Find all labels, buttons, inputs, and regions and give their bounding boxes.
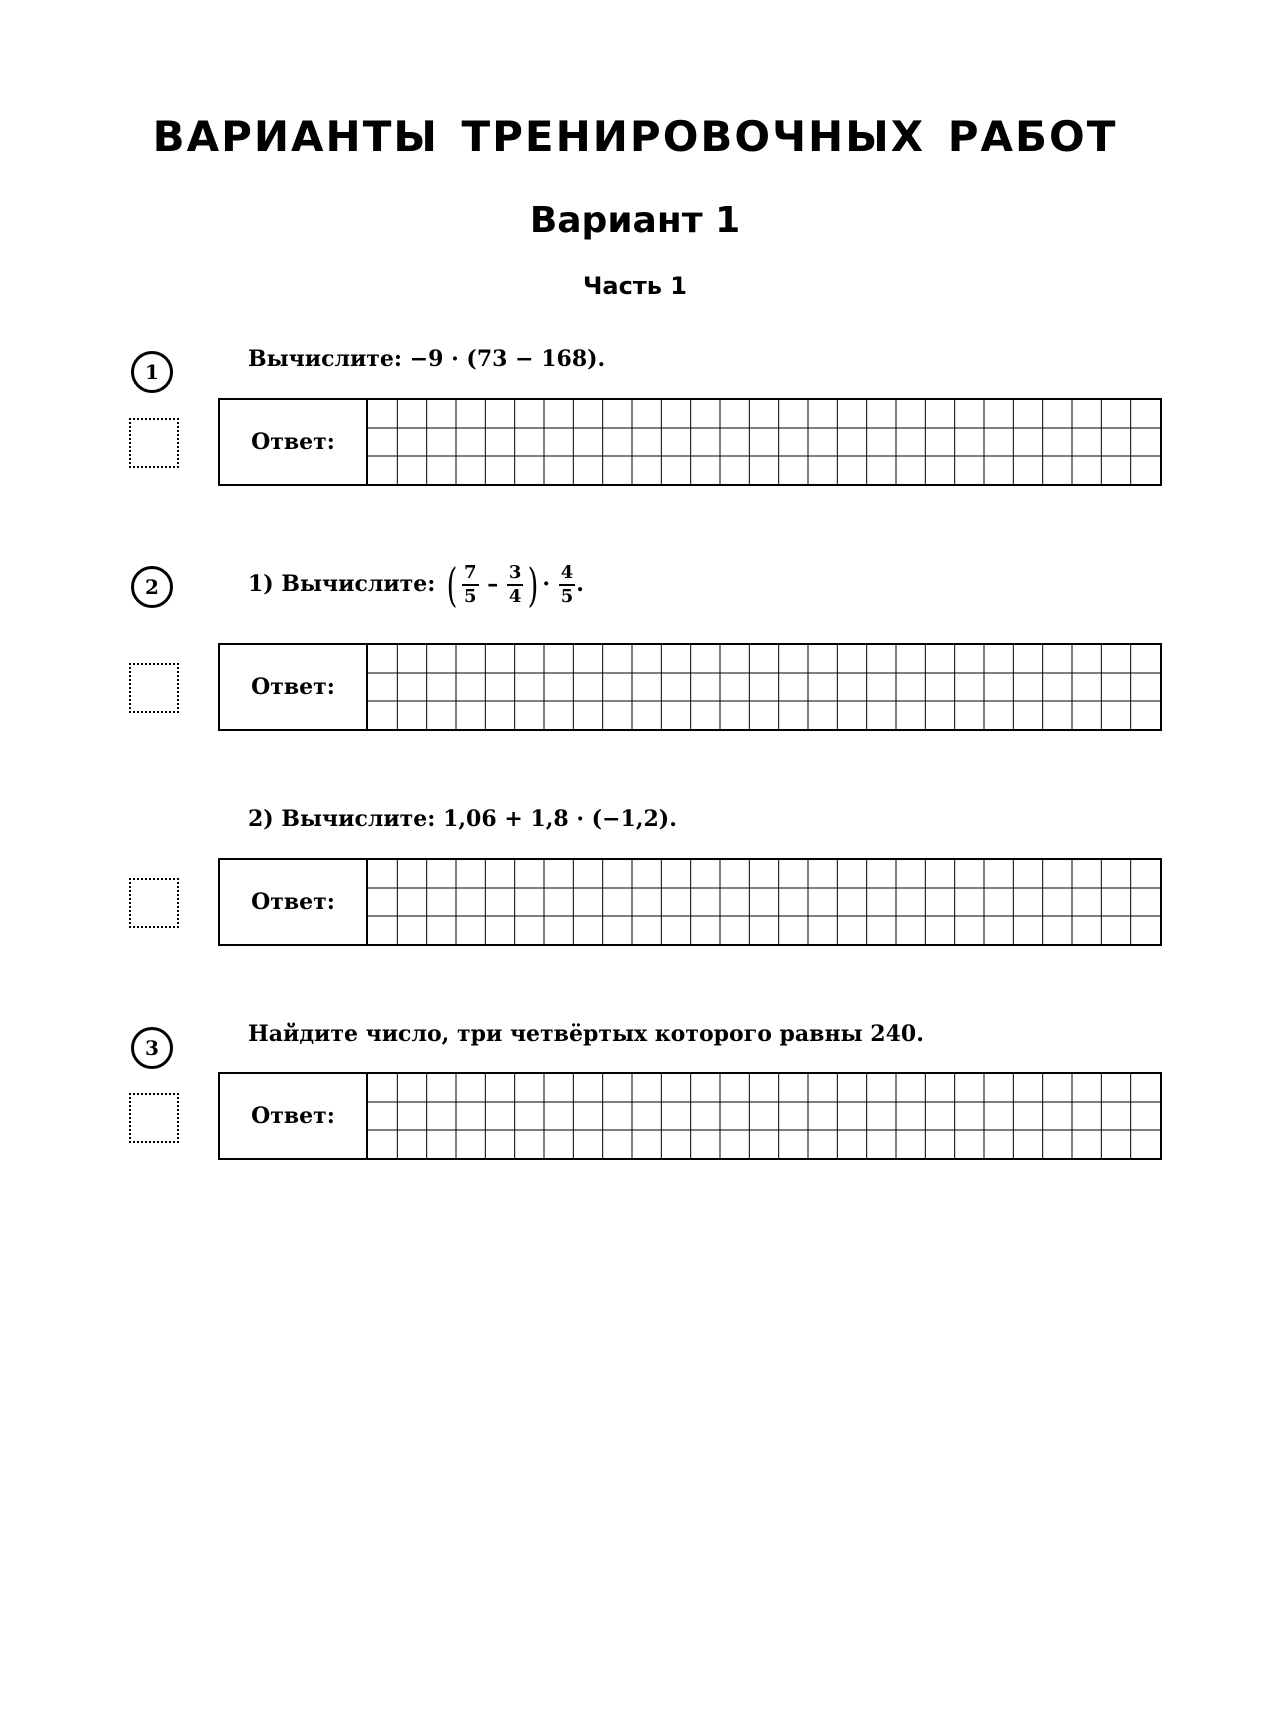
task-2-2-score-box: [129, 878, 179, 928]
task-number-3: 3: [131, 1027, 173, 1069]
period: .: [576, 571, 584, 597]
dot-sign: ·: [542, 571, 551, 597]
task-3-score-box: [129, 1093, 179, 1143]
task-3-answer-box[interactable]: [218, 1072, 1162, 1160]
open-paren: (: [446, 558, 458, 612]
close-paren: ): [528, 558, 539, 612]
task-2-text: [248, 558, 584, 612]
answer-label: Ответ:: [220, 1074, 368, 1158]
task-2-2-answer-box[interactable]: [218, 858, 1162, 946]
answer-label: Ответ:: [220, 860, 368, 944]
task-3-text: Найдите число, три четвёртых которого равны 240.: [248, 1021, 924, 1047]
answer-grid[interactable]: [368, 860, 1160, 944]
answer-label: Ответ:: [220, 400, 368, 484]
task-1-text: Вычислите: −9 · (73 − 168).: [248, 346, 606, 372]
part-title: Часть 1: [583, 272, 687, 300]
fraction-7-5: $\frac{7}{5}$: [464, 562, 477, 607]
answer-grid[interactable]: [368, 400, 1160, 484]
variant-title: Вариант 1: [529, 200, 741, 241]
task-2-1-answer-box[interactable]: [218, 643, 1162, 731]
task-number-1: 1: [131, 351, 173, 393]
minus-sign: –: [487, 571, 499, 597]
answer-grid[interactable]: [368, 645, 1160, 729]
task-1-answer-box[interactable]: [218, 398, 1162, 486]
fraction-4-5: $\frac{4}{5}$: [560, 562, 574, 607]
task-2-2-text: 2) Вычислите: 1,06 + 1,8 · (−1,2).: [248, 806, 677, 832]
task-number-2: 2: [131, 566, 173, 608]
task-2-prefix: 1) Вычислите:: [248, 571, 444, 597]
answer-label: Ответ:: [220, 645, 368, 729]
task-2-1-score-box: [129, 663, 179, 713]
main-title: ВАРИАНТЫ ТРЕНИРОВОЧНЫХ РАБОТ: [152, 112, 1118, 161]
fraction-3-4: $\frac{3}{4}$: [508, 562, 522, 607]
answer-grid[interactable]: [368, 1074, 1160, 1158]
task-1-score-box: [129, 418, 179, 468]
